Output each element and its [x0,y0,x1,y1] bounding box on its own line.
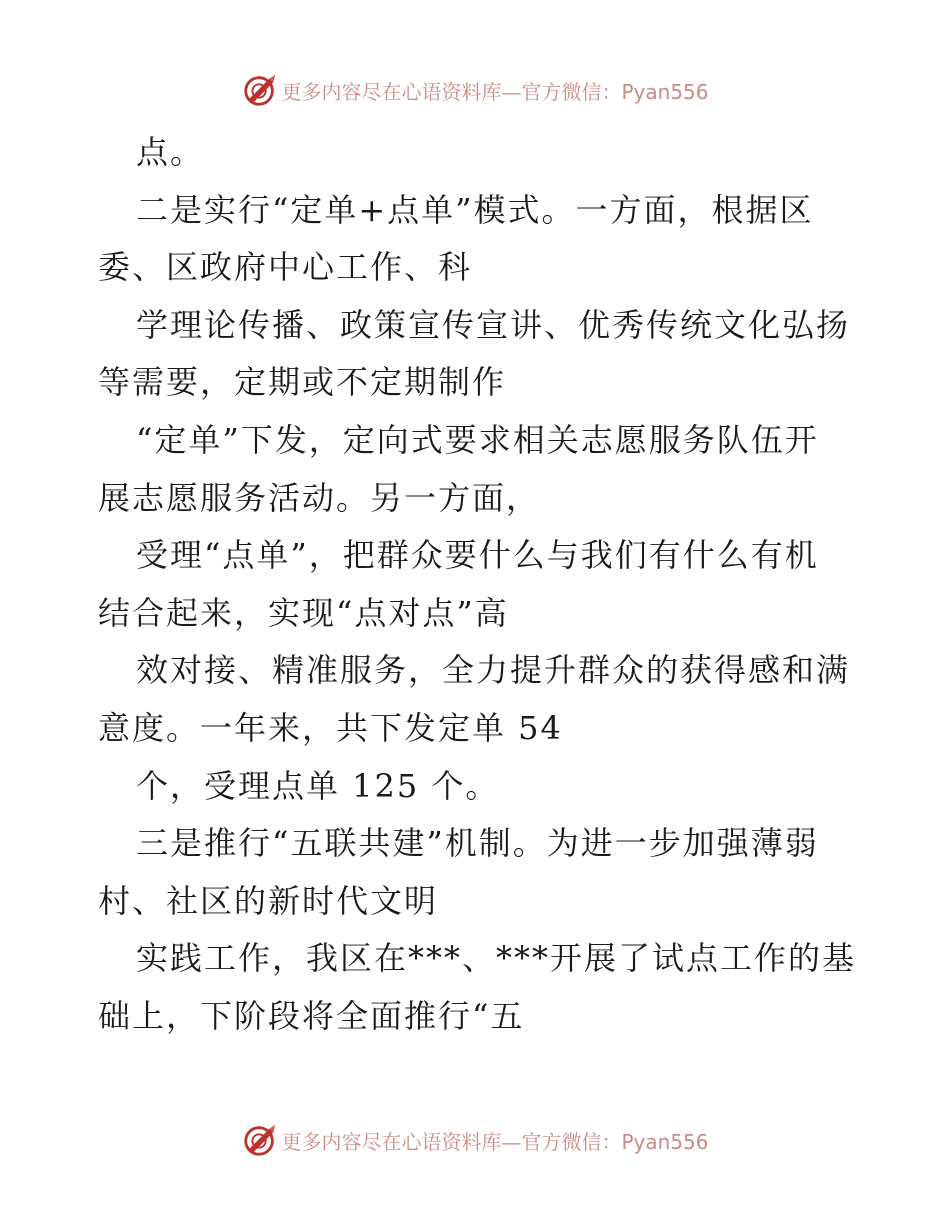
text-line: 受理“点单”，把群众要什么与我们有什么有机 [136,536,819,575]
footer-banner-text: 更多内容尽在心语资料库—官方微信： [281,1129,622,1154]
header-banner-text: 更多内容尽在心语资料库—官方微信： [281,79,622,104]
text-line: “定单”下发，定向式要求相关志愿服务队伍开 [136,420,819,459]
text-line: 效对接、精准服务，全力提升群众的获得感和满 [136,651,851,690]
logo-icon [241,71,279,109]
header-wechat-id: Pyan556 [621,79,709,104]
footer-wechat-id: Pyan556 [621,1129,709,1154]
text-line: 础上，下阶段将全面推行“五 [98,996,525,1035]
text-line: 个，受理点单 125 个。 [136,766,500,805]
text-line: 实践工作，我区在***、***开展了试点工作的基 [136,939,857,978]
text-line: 三是推行“五联共建”机制。为进一步加强薄弱 [136,824,819,863]
text-line: 点。 [136,133,205,171]
text-line: 结合起来，实现“点对点”高 [98,593,509,632]
text-line: 等需要，定期或不定期制作 [98,363,507,402]
header-watermark [0,70,950,110]
text-line: 村、社区的新时代文明 [98,881,439,920]
logo-icon [241,1121,279,1159]
text-line: 二是实行“定单+点单”模式。一方面，根据区 [136,190,814,229]
text-line: 展志愿服务活动。另一方面， [98,478,541,517]
footer-watermark [0,1120,950,1160]
text-line: 学理论传播、政策宣传宣讲、优秀传统文化弘扬 [136,305,851,344]
document-body [98,124,858,1046]
text-line: 意度。一年来，共下发定单 54 [98,708,563,747]
text-line: 委、区政府中心工作、科 [98,248,473,287]
